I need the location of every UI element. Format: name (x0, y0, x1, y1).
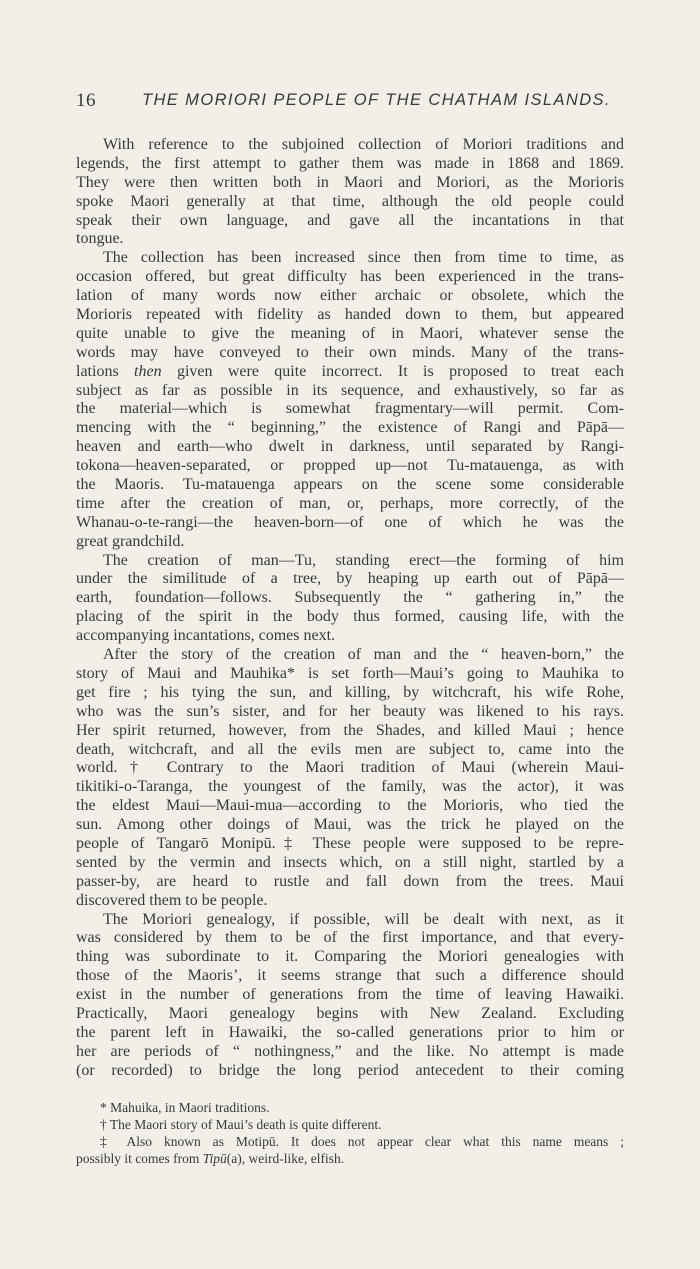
text-line: lations then given were quite incorrect. It is proposed to treat each (76, 362, 624, 380)
text-line: was considered by them to be of the first importance, and that every- (76, 929, 624, 947)
text-line: (or recorded) to bridge the long period antecedent to their coming (76, 1061, 624, 1079)
text-line: Practically, Maori genealogy begins with New Zealand. Excluding (76, 1004, 624, 1022)
text-line: mencing with the “ beginning,” the existence of Rangi and Pāpā— (76, 419, 624, 437)
italic-word: then (134, 362, 162, 380)
text-line: tongue. (76, 230, 124, 248)
text-line: her are periods of “ nothingness,” and the like. No attempt is made (76, 1042, 624, 1060)
text-line: words may have conveyed to their own minds. Many of the trans- (76, 343, 624, 361)
text-line: who was the sun’s sister, and for her beauty was likened to his rays. (76, 702, 624, 720)
text-line: With reference to the subjoined collection of Moriori traditions and (103, 136, 624, 153)
text-line: tikitiki-o-Taranga, the youngest of the family, was the actor), it was (76, 778, 624, 796)
footnote: ‡ Also known as Motipū. It does not appear clear what this name means ; (100, 1134, 624, 1149)
text-line: discovered them to be people. (76, 891, 268, 909)
page-number: 16 (76, 90, 96, 111)
text-line: subject as far as possible in its sequence, and exhaustively, so far as (76, 381, 624, 399)
text-line: Whanau-o-te-rangi—the heaven-born—of one of which he was the (76, 513, 624, 531)
text-line: heaven and earth—who dwelt in darkness, until separated by Rangi- (76, 438, 624, 456)
text-line: get fire ; his tying the sun, and killing, by witchcraft, his wife Rohe, (76, 683, 624, 701)
text-line: those of the Maoris’, it seems strange that such a difference should (76, 967, 624, 985)
text-line: Morioris repeated with fidelity as handed down to them, but appeared (76, 306, 624, 324)
text-line: the eldest Maui—Maui-mua—according to the Morioris, who tied the (76, 797, 624, 815)
text-line: the Maoris. Tu-matauenga appears on the scene some considerable (76, 476, 624, 494)
text-line: thing was subordinate to it. Comparing the Moriori genealogies with (76, 948, 624, 966)
text-line: under the similitude of a tree, by heaping up earth out of Pāpā— (76, 570, 624, 588)
footnote: * Mahuika, in Maori traditions. (100, 1100, 270, 1115)
text-line: legends, the first attempt to gather them was made in 1868 and 1869. (76, 154, 624, 172)
text-line: earth, foundation—follows. Subsequently the “ gathering in,” the (76, 589, 624, 607)
text-line: tokona—heaven-separated, or propped up—not Tu-matauenga, as with (76, 457, 624, 475)
text-line: death, witchcraft, and all the evils men are subject to, came into the (76, 740, 624, 758)
footnotes (76, 1099, 624, 1167)
running-title: THE MORIORI PEOPLE OF THE CHATHAM ISLANDS. (142, 91, 611, 109)
text-line: accompanying incantations, comes next. (76, 627, 336, 645)
footnote-text: , weird-like, elfish. (241, 1151, 345, 1166)
footnote-text: (a) (226, 1151, 242, 1166)
text-line: speak their own language, and gave all the incantations in that (76, 211, 624, 229)
text-line: the material—which is somewhat fragmentary—will permit. Com- (76, 400, 624, 418)
text-line: time after the creation of man, or, perhaps, more correctly, of the (76, 494, 624, 512)
footnote-continuation (76, 1150, 624, 1167)
text-line: The creation of man—Tu, standing erect—the forming of him (103, 551, 624, 569)
running-head (76, 90, 624, 114)
body-text (76, 136, 624, 1081)
footnote-text: possibly it comes from (76, 1151, 203, 1166)
text-line: story of Maui and Mauhika* is set forth—Maui’s going to Mauhika to (76, 664, 624, 682)
text-line: lation of many words now either archaic or obsolete, which the (76, 287, 624, 305)
text-line: After the story of the creation of man and the “ heaven-born,” the (103, 646, 624, 664)
text-line: sun. Among other doings of Maui, was the trick he played on the (76, 816, 624, 834)
footnote: † The Maori story of Maui’s death is quite different. (100, 1117, 382, 1132)
text-line: placing of the spirit in the body thus formed, causing life, with the (76, 608, 624, 626)
text-line: quite unable to give the meaning of in Maori, whatever sense the (76, 324, 624, 342)
text-line: the parent left in Hawaiki, the so-called generations prior to him or (76, 1023, 624, 1041)
text-line: people of Tangarō Monipū.‡ These people were supposed to be repre- (76, 834, 624, 852)
text-line: Her spirit returned, however, from the Shades, and killed Maui ; hence (76, 721, 624, 739)
text-line: world.† Contrary to the Maori tradition of Maui (wherein Maui- (76, 759, 624, 777)
text-line: spoke Maori generally at that time, although the old people could (76, 192, 624, 210)
text-line: The collection has been increased since then from time to time, as (103, 249, 624, 267)
text-line: great grandchild. (76, 532, 185, 550)
footnote-italic-word: Tipū (202, 1151, 227, 1166)
text-line: exist in the number of generations from the time of leaving Hawaiki. (76, 986, 624, 1004)
text-line: passer-by, are heard to rustle and fall down from the trees. Maui (76, 872, 624, 890)
text-line: They were then written both in Maori and Moriori, as the Morioris (76, 173, 624, 191)
text-line: sented by the vermin and insects which, on a still night, startled by a (76, 853, 624, 871)
text-line: occasion offered, but great difficulty has been experienced in the trans- (76, 268, 624, 286)
text-line: The Moriori genealogy, if possible, will be dealt with next, as it (103, 910, 624, 928)
